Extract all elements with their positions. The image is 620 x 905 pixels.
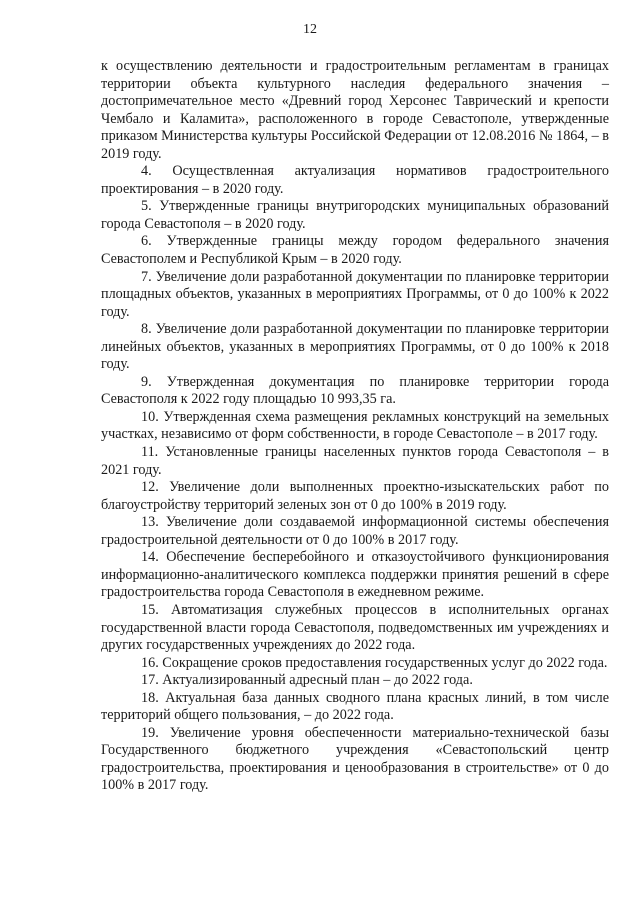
paragraph-item-8: 8. Увеличение доли разработанной документации по планировке территории линейных объектов, указанных в мероприятиях Программы, от 0 до 100% к 2018 году. bbox=[101, 321, 609, 373]
paragraph-item-15: 15. Автоматизация служебных процессов в исполнительных органах государственной власти города Севастополя, подведомственных им учреждениях и других государственных учреждениях до 2022 года. bbox=[101, 601, 609, 654]
paragraph-item-10: 10. Утвержденная схема размещения рекламных конструкций на земельных участках, независимо от форм собственности, в городе Севастополе – в 2017 году. bbox=[101, 408, 609, 443]
paragraph-item-6: 6. Утвержденные границы между городом федерального значения Севастополем и Республикой Крым – в 2020 году. bbox=[101, 233, 609, 268]
paragraph-item-16: 16. Сокращение сроков предоставления государственных услуг до 2022 года. bbox=[141, 654, 608, 671]
paragraph-item-9: 9. Утвержденная документация по планировке территории города Севастополя к 2022 году площадью 10 993,35 га. bbox=[101, 373, 609, 408]
page-number: 12 bbox=[303, 22, 317, 37]
document-body bbox=[101, 58, 609, 795]
paragraph-item-14: 14. Обеспечение бесперебойного и отказоустойчивого функционирования информационно-аналитического комплекса поддержки принятия решений в сфере градостроительства города Севастополя в ежедневном режиме. bbox=[101, 549, 609, 601]
paragraph-item-17: 17. Актуализированный адресный план – до 2022 года. bbox=[141, 672, 473, 689]
paragraph-item-12: 12. Увеличение доли выполненных проектно-изыскательских работ по благоустройству территорий зеленых зон от 0 до 100% в 2019 году. bbox=[101, 479, 609, 513]
paragraph-item-7: 7. Увеличение доли разработанной документации по планировке территории площадных объектов, указанных в мероприятиях Программы, от 0 до 100% к 2022 году. bbox=[101, 268, 609, 320]
paragraph-item-19: 19. Увеличение уровня обеспеченности материально-технической базы Государственного бюджетного учреждения «Севастопольский центр градостроительства, проектирования и ценообразования в строительстве» от 0 до 100% в 2017 году. bbox=[101, 724, 609, 794]
paragraph-item-18: 18. Актуальная база данных сводного плана красных линий, в том числе территорий общего пользования, – до 2022 года. bbox=[101, 689, 609, 724]
paragraph-item-4: 4. Осуществленная актуализация нормативов градостроительного проектирования – в 2020 году. bbox=[101, 163, 609, 197]
paragraph-continuation: к осуществлению деятельности и градостроительным регламентам в границах территории объекта культурного наследия федерального значения – достопримечательное место «Древний город Херсонес Таврический и крепости Чембало и Каламита», расположенного в городе Севастополе, утвержденные приказом Министерства культуры Российской Федерации от 12.08.2016 № 1864, – в 2019 году. bbox=[101, 58, 609, 162]
paragraph-item-5: 5. Утвержденные границы внутригородских муниципальных образований города Севастополя – в 2020 году. bbox=[101, 198, 609, 232]
paragraph-item-13: 13. Увеличение доли создаваемой информационной системы обеспечения градостроительной деятельности от 0 до 100% в 2017 году. bbox=[101, 514, 609, 548]
paragraph-item-11: 11. Установленные границы населенных пунктов города Севастополя – в 2021 году. bbox=[101, 444, 609, 478]
